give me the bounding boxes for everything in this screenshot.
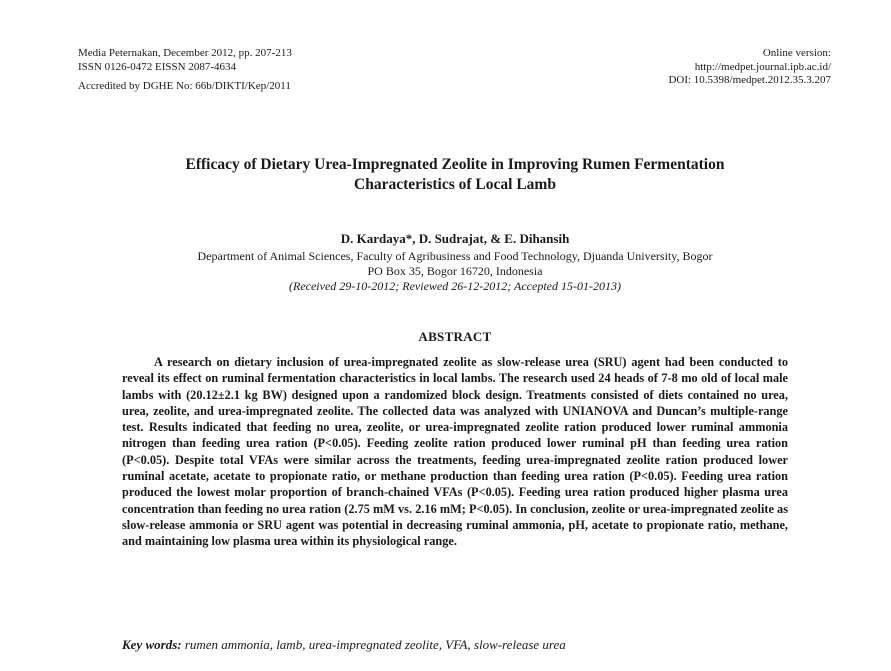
keywords-text: rumen ammonia, lamb, urea-impregnated zeolite, VFA, slow-release urea xyxy=(184,637,566,652)
article-title xyxy=(100,155,810,195)
affiliation-line-1: Department of Animal Sciences, Faculty of Agribusiness and Food Technology, Djuanda University, Bogor xyxy=(197,249,713,263)
article-dates: (Received 29-10-2012; Reviewed 26-12-2012; Accepted 15-01-2013) xyxy=(289,279,621,293)
journal-citation: Media Peternakan, December 2012, pp. 207-213 xyxy=(78,47,292,59)
abstract-body: A research on dietary inclusion of urea-impregnated zeolite as slow-release urea (SRU) agent had been conducted to reveal its effect on ruminal fermentation characteristics in local lambs. The research used 24 heads of 7-8 mo old of local male lambs with (20.12±2.1 kg BW) designed upon a randomized block design. Treatments consisted of diets contained no urea, urea, zeolite, and urea-impregnated zeolite. The collected data was analyzed with UNIANOVA and Duncan’s multiple-range test. Results indicated that feeding no urea, zeolite, or urea-impregnated zeolite ration produced lower ruminal ammonia nitrogen than feeding urea ration (P<0.05). Feeding zeolite ration produced lower ruminal pH than feeding urea ration (P<0.05). Despite total VFAs were similar across the treatments, feeding urea-impregnated zeolite ration produced lower ruminal acetate, acetate to propionate ratio, or methane production than feeding urea ration (P<0.05). Feeding urea ration produced the lowest molar proportion of branch-chained VFAs (P<0.05). Feeding urea ration produced higher plasma urea concentration than feeding no urea ration (2.75 mM vs. 2.16 mM; P<0.05). In conclusion, zeolite or urea-impregnated zeolite as slow-release ammonia or SRU agent was potential in decreasing ruminal ammonia, pH, acetate to propionate ratio, methane, and maintaining low plasma urea within its physiological range. xyxy=(122,355,788,549)
accreditation: Accredited by DGHE No: 66b/DIKTI/Kep/2011 xyxy=(78,80,291,92)
journal-header xyxy=(78,47,292,94)
online-url-link[interactable]: http://medpet.journal.ipb.ac.id/ xyxy=(694,60,831,73)
abstract-heading: ABSTRACT xyxy=(418,329,492,344)
keywords xyxy=(122,637,812,653)
keywords-label: Key words: xyxy=(122,637,182,652)
affiliation xyxy=(80,249,830,294)
authors: D. Kardaya*, D. Sudrajat, & E. Dihansih xyxy=(340,231,570,246)
title-line-2: Characteristics of Local Lamb xyxy=(354,176,556,193)
issn: ISSN 0126-0472 EISSN 2087-4634 xyxy=(78,60,236,73)
affiliation-line-2: PO Box 35, Bogor 16720, Indonesia xyxy=(367,264,543,278)
doi-link[interactable]: DOI: 10.5398/medpet.2012.35.3.207 xyxy=(668,74,831,86)
online-label: Online version: xyxy=(762,47,831,59)
title-line-1: Efficacy of Dietary Urea-Impregnated Zeolite in Improving Rumen Fermentation xyxy=(185,156,725,173)
online-info xyxy=(668,47,831,88)
